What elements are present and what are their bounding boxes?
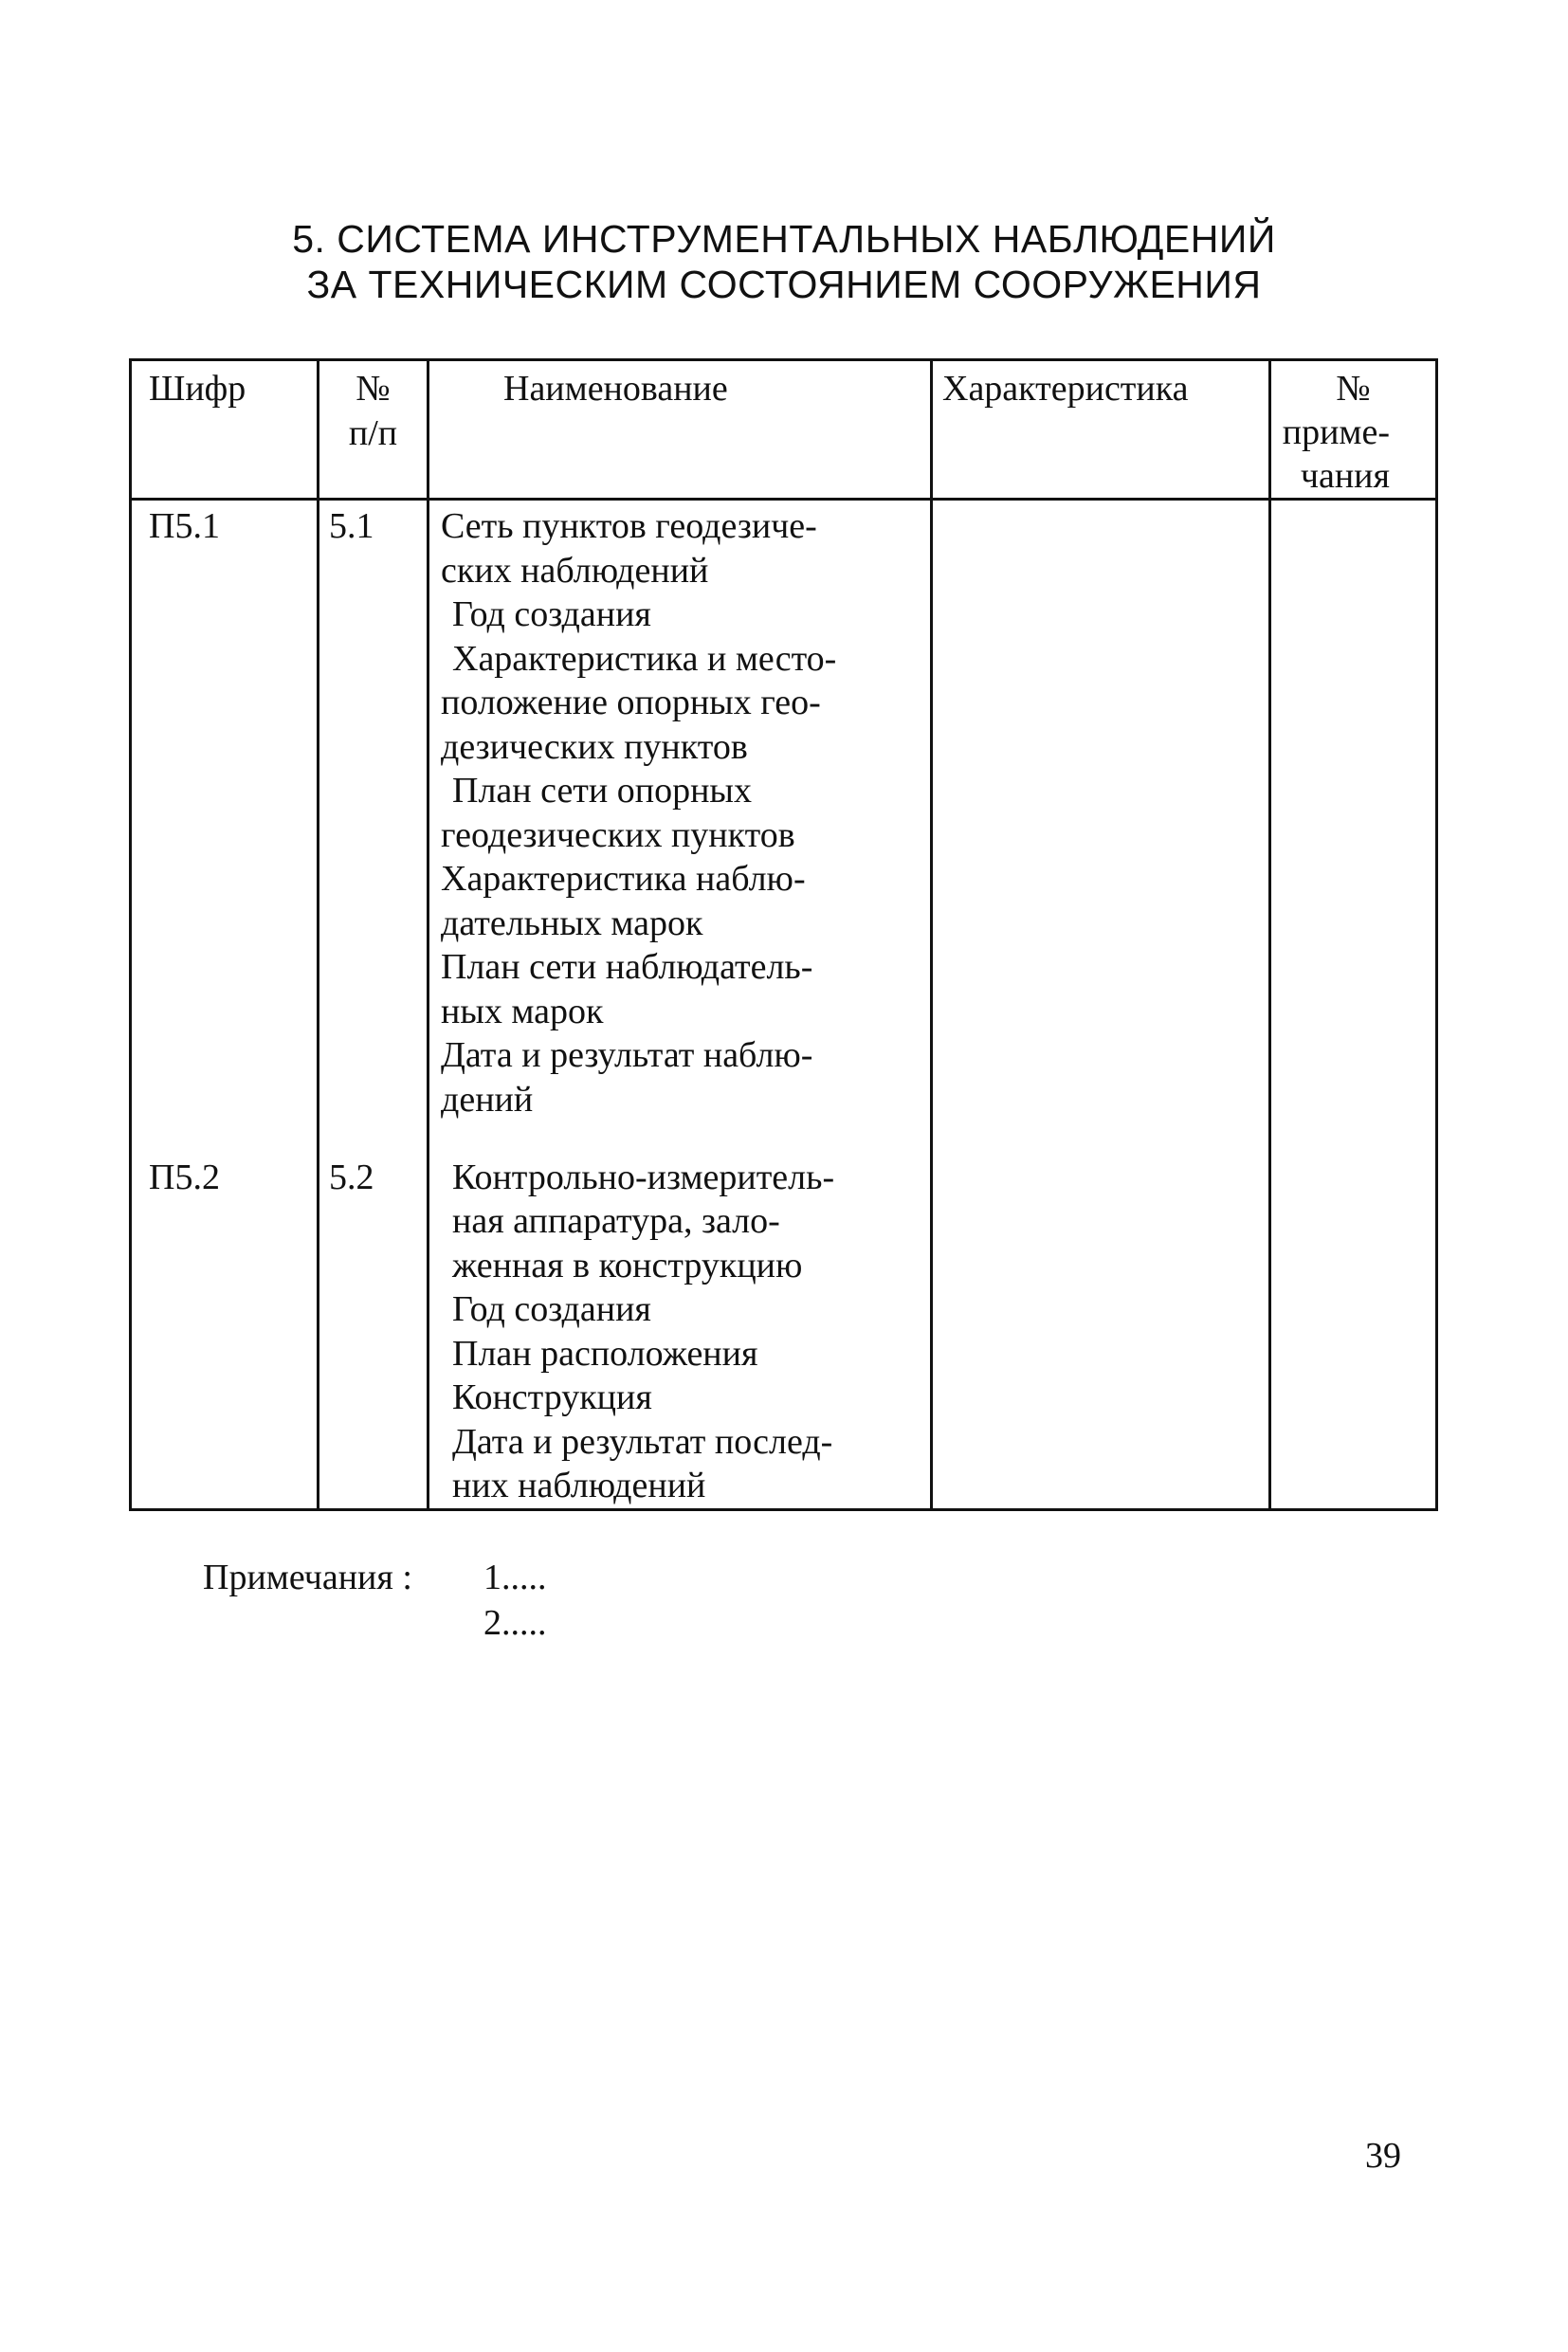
name-line: Конструкция bbox=[452, 1377, 652, 1417]
row-code: П5.2 bbox=[131, 1156, 319, 1510]
row-note bbox=[1270, 500, 1437, 1156]
name-line: дательных марок bbox=[441, 903, 703, 943]
table-row bbox=[131, 500, 1437, 1156]
name-line: ских наблюдений bbox=[441, 550, 709, 591]
name-line: Год создания bbox=[452, 594, 651, 634]
name-line: положение опорных гео- bbox=[441, 683, 821, 722]
name-line: Характеристика наблю- bbox=[441, 859, 806, 899]
name-line: Дата и результат наблю- bbox=[441, 1035, 813, 1075]
header-number bbox=[319, 360, 428, 500]
notes-block bbox=[203, 1555, 547, 1646]
name-line: План сети опорных bbox=[452, 771, 752, 811]
header-characteristic: Характеристика bbox=[932, 360, 1270, 500]
name-line: дезических пунктов bbox=[441, 726, 748, 767]
header-note-symbol: № bbox=[1336, 369, 1371, 409]
section-title-line-1: 5. СИСТЕМА ИНСТРУМЕНТАЛЬНЫХ НАБЛЮДЕНИЙ bbox=[292, 217, 1276, 261]
header-note-line-2: приме- bbox=[1282, 412, 1390, 452]
name-line: ных марок bbox=[441, 991, 604, 1031]
note-item: 2..... bbox=[483, 1603, 547, 1643]
header-name: Наименование bbox=[428, 360, 932, 500]
page-number: 39 bbox=[1365, 2136, 1401, 2176]
name-line: ная аппаратура, зало- bbox=[452, 1201, 780, 1241]
notes-label: Примечания : bbox=[203, 1558, 412, 1597]
header-note-number bbox=[1270, 360, 1437, 500]
name-line: женная в конструкцию bbox=[452, 1245, 803, 1285]
header-number-symbol: № bbox=[356, 369, 391, 409]
name-line: геодезических пунктов bbox=[441, 814, 795, 855]
header-number-pp: п/п bbox=[348, 412, 398, 453]
name-line: дений bbox=[441, 1079, 534, 1120]
row-code: П5.1 bbox=[131, 500, 319, 1156]
observation-system-table bbox=[129, 358, 1438, 1511]
table-row bbox=[131, 1156, 1437, 1510]
header-note-line-3: чания bbox=[1300, 456, 1390, 496]
row-characteristic bbox=[932, 1156, 1270, 1510]
name-line: Контрольно-измеритель- bbox=[452, 1157, 835, 1197]
name-line: Год создания bbox=[452, 1289, 651, 1329]
name-line: Дата и результат послед- bbox=[452, 1421, 833, 1462]
note-item: 1..... bbox=[483, 1558, 547, 1597]
row-note bbox=[1270, 1156, 1437, 1510]
row-number: 5.1 bbox=[319, 500, 428, 1156]
name-line: них наблюдений bbox=[452, 1466, 706, 1505]
header-code: Шифр bbox=[131, 360, 319, 500]
row-number: 5.2 bbox=[319, 1156, 428, 1510]
row-name bbox=[428, 500, 932, 1156]
row-characteristic bbox=[932, 500, 1270, 1156]
name-line: План сети наблюдатель- bbox=[441, 947, 813, 987]
section-title bbox=[0, 216, 1568, 307]
name-line: Сеть пунктов геодезиче- bbox=[441, 506, 817, 546]
row-name bbox=[428, 1156, 932, 1510]
name-line: Характеристика и место- bbox=[452, 638, 837, 679]
name-line: План расположения bbox=[452, 1333, 758, 1374]
table-header-row bbox=[131, 360, 1437, 500]
section-title-line-2: ЗА ТЕХНИЧЕСКИМ СОСТОЯНИЕМ СООРУЖЕНИЯ bbox=[306, 263, 1262, 306]
